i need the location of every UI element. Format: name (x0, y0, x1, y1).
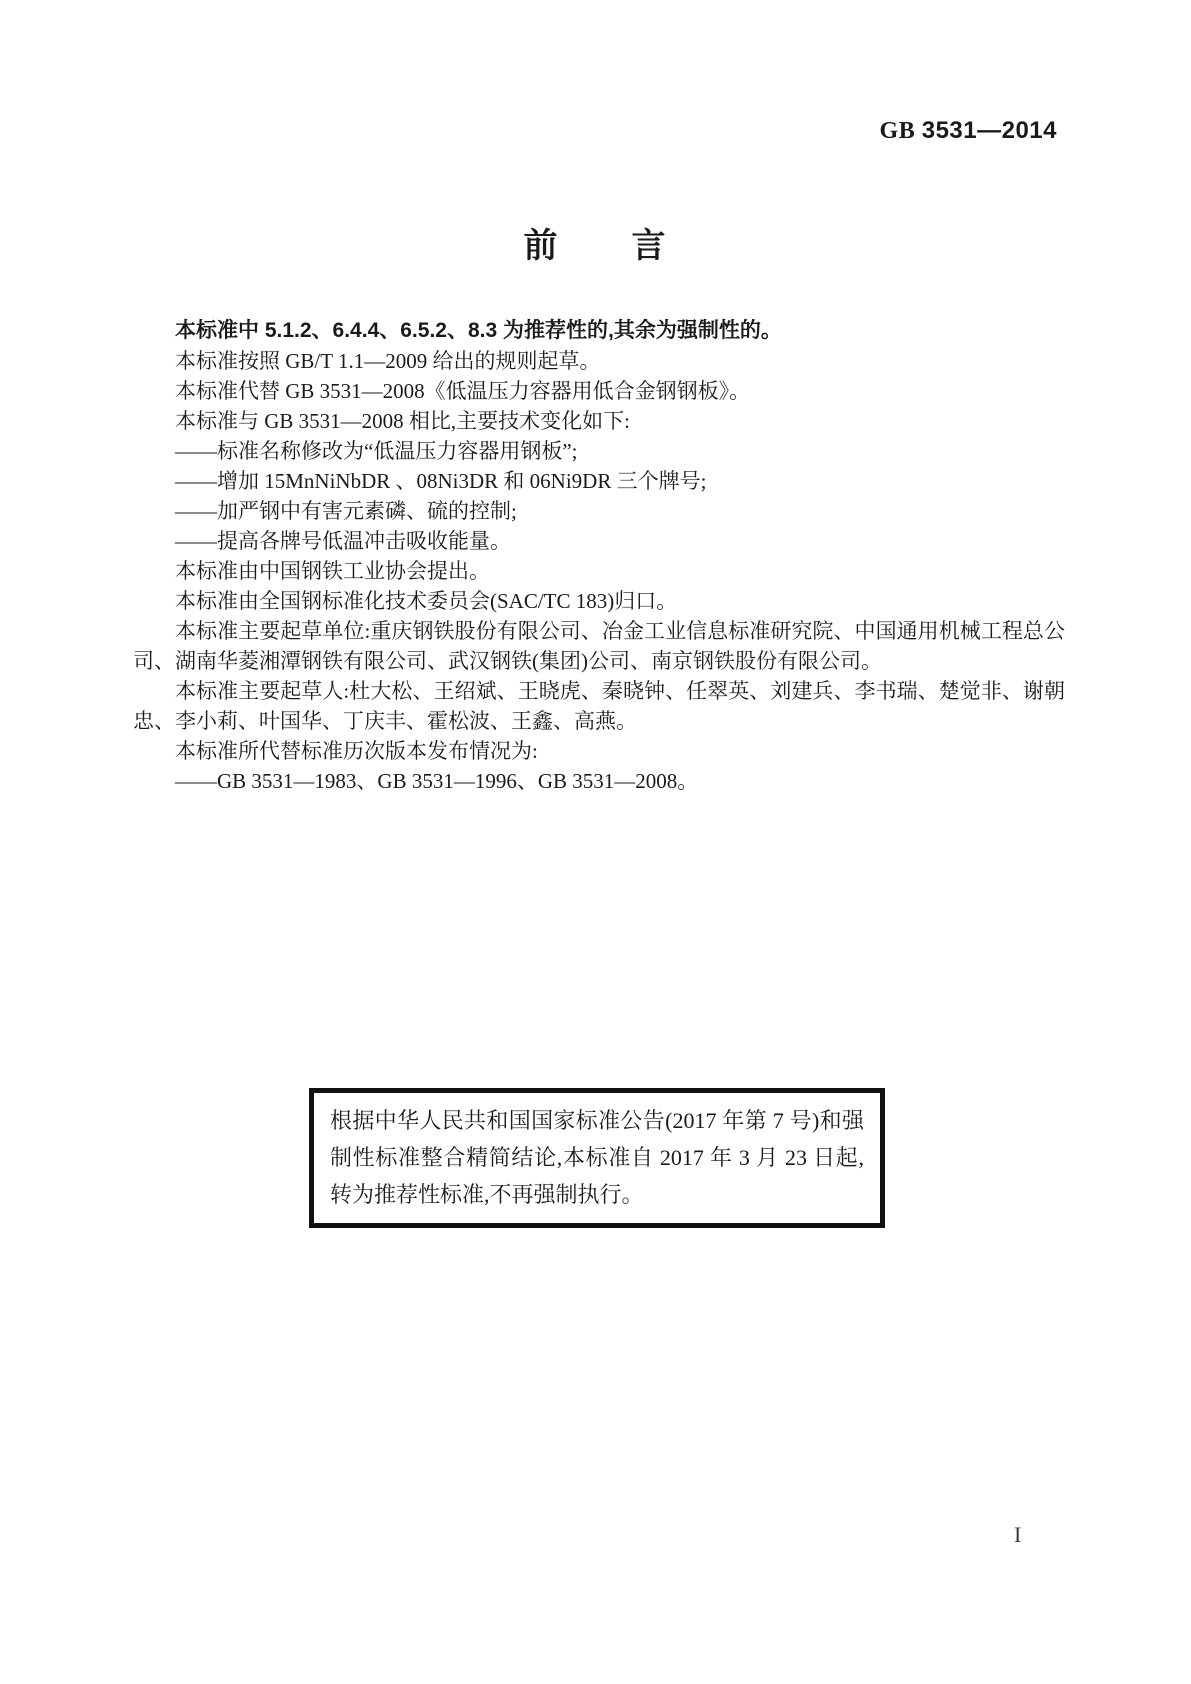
body-paragraph: 本标准由全国钢标准化技术委员会(SAC/TC 183)归口。 (175, 589, 678, 613)
standard-number: 3531—2014 (921, 117, 1057, 144)
body-paragraph: ——GB 3531—1983、GB 3531—1996、GB 3531—2008。 (175, 769, 699, 793)
body-paragraph: 本标准所代替标准历次版本发布情况为: (175, 739, 538, 763)
body-paragraph: ——增加 15MnNiNbDR 、08Ni3DR 和 06Ni9DR 三个牌号; (175, 469, 707, 493)
body-paragraph: 本标准与 GB 3531—2008 相比,主要技术变化如下: (175, 409, 631, 433)
notice-text: 根据中华人民共和国国家标准公告(2017 年第 7 号)和强制性标准整合精简结论,本标准自 2017 年 3 月 23 日起,转为推荐性标准,不再强制执行。 (330, 1108, 864, 1207)
body-paragraph: 本标准主要起草单位:重庆钢铁股份有限公司、冶金工业信息标准研究院、中国通用机械工程总公司、湖南华菱湘潭钢铁有限公司、武汉钢铁(集团)公司、南京钢铁股份有限公司。 (133, 619, 1065, 673)
body-paragraph: 本标准由中国钢铁工业协会提出。 (175, 559, 490, 583)
page-title: 前 言 (523, 227, 668, 265)
body-paragraph: 本标准中 5.1.2、6.4.4、6.5.2、8.3 为推荐性的,其余为强制性的。 (175, 319, 782, 342)
page-header (880, 117, 1057, 145)
body-paragraph: ——标准名称修改为“低温压力容器用钢板”; (175, 439, 578, 463)
body-paragraph: 本标准主要起草人:杜大松、王绍斌、王晓虎、秦晓钟、任翠英、刘建兵、李书瑞、楚觉非、谢朝忠、李小莉、叶国华、丁庆丰、霍松波、王鑫、高燕。 (133, 679, 1065, 733)
notice-box (309, 1088, 885, 1228)
body-paragraph: 本标准代替 GB 3531—2008《低温压力容器用低合金钢钢板》。 (175, 379, 751, 403)
page-number: I (1014, 1522, 1022, 1547)
standard-code: GB (879, 118, 916, 144)
body-paragraphs (133, 316, 1065, 796)
body-paragraph: ——加严钢中有害元素磷、硫的控制; (175, 499, 517, 523)
body-paragraph: ——提高各牌号低温冲击吸收能量。 (175, 529, 511, 553)
body-paragraph: 本标准按照 GB/T 1.1—2009 给出的规则起草。 (175, 349, 601, 373)
